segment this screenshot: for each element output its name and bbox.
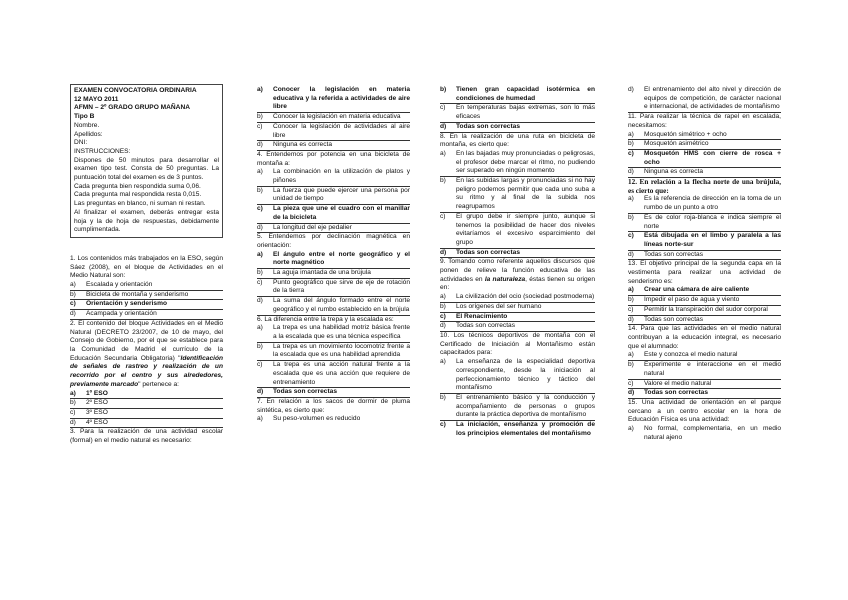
option-d[interactable]: d) Todas son correctas [628, 316, 781, 326]
option-a[interactable]: a) Mosquetón simétrico + ocho [628, 131, 781, 141]
option-a[interactable]: a) El ángulo entre el norte geográfico y el norte magnético [257, 251, 410, 269]
column-4 [628, 86, 781, 442]
question-1 [70, 255, 223, 320]
option-a[interactable]: a) Este y conozca el medio natural [628, 351, 781, 361]
option-c[interactable]: c) En temperaturas bajas extremas, son lo más eficaces [440, 104, 595, 122]
option-c[interactable]: c) La trepa es una acción natural frente a la escalada que es una acción que requiere de entrenamiento [257, 361, 410, 388]
name-field[interactable]: Nombre. [74, 121, 100, 129]
option-c[interactable]: c) La iniciación, enseñanza y promoción de los principios elementales del montañismo [440, 421, 595, 437]
instructions-5: Al finalizar el examen, deberás entregar esta hoja y la de hoja de respuestas, debidamente cumplimentada. [74, 208, 219, 234]
question-8 [440, 133, 595, 259]
option-b[interactable]: b) Conocer la legislación en materia educativa [257, 113, 410, 123]
option-c[interactable]: c) Permitir la transpiración del sudor corporal [628, 306, 781, 316]
option-a[interactable]: a) La civilización del ocio (sociedad postmoderna) [440, 293, 595, 303]
option-a[interactable]: a) 1º ESO [70, 390, 223, 400]
exam-type: Tipo B [74, 113, 95, 121]
question-9 [440, 258, 595, 332]
option-c[interactable]: c) La pieza que une el cuadro con el manillar de la bicicleta [257, 205, 410, 223]
option-b[interactable]: b) El entrenamiento básico y la conducción y acompañamiento de personas o grupos durante la práctica deportiva de montañismo [440, 394, 595, 421]
option-b[interactable]: b) La aguja imantada de una brújula [257, 269, 410, 279]
option-a[interactable]: a) Conocer la legislación en materia educativa y la referida a actividades de aire libre [257, 86, 410, 113]
question-10 [440, 332, 595, 438]
option-b[interactable]: b) Bicicleta de montaña y senderismo [70, 291, 223, 301]
option-c[interactable]: c) El grupo debe ir siempre junto, aunque si tenemos la posibilidad de hacer dos niveles evitaríamos el excesivo esparcimiento del grupo [440, 213, 595, 249]
exam-header-box [70, 84, 223, 238]
option-d[interactable]: d) Todas son correctas [440, 249, 595, 259]
question-text: 7. En relación a los sacos de dormir de pluma sintética, es cierto que: [257, 397, 410, 414]
instructions-2: Cada pregunta bien respondida suma 0,06. [74, 182, 201, 190]
question-text: 6. La diferencia entre la trepa y la escalada es: [257, 315, 394, 323]
instructions-3: Cada pregunta mal respondida resta 0,015. [74, 191, 202, 199]
option-b[interactable]: b) Es de color roja-blanca e indica siempre el norte [628, 214, 781, 232]
option-a[interactable]: a) La enseñanza de la especialidad deportiva correspondiente, desde la iniciación al perfeccionamiento técnico y táctico del montañismo [440, 358, 595, 394]
question-text: 10. Los técnicos deportivos de montaña con el Certificado de Iniciación al Montañismo están capacitados para: [440, 331, 595, 357]
instructions-4: Las preguntas en blanco, ni suman ni restan. [74, 200, 206, 208]
option-a[interactable]: a) Su peso-volumen es reducido [257, 415, 361, 423]
question-text: 13. El objetivo principal de la segunda capa en la vestimenta para realizar una actividad de senderismo es: [628, 260, 781, 285]
option-c[interactable]: c) Mosquetón HMS con cierre de rosca + ocho [628, 150, 781, 168]
option-d[interactable]: d) Todas son correctas [628, 389, 781, 399]
instructions-title: INSTRUCCIONES: [74, 147, 131, 155]
option-b[interactable]: b) Los orígenes del ser humano [440, 303, 595, 313]
dni-field[interactable]: DNI: [74, 139, 88, 147]
question-text: 9. Tomando como referente aquellos discursos que ponen de relieve la función educativa de las actividades en la naturaleza, éstas tienen su origen en: [440, 258, 595, 292]
column-1 [70, 84, 223, 446]
question-11 [628, 113, 781, 178]
column-3 [440, 86, 595, 438]
option-d[interactable]: d) Todas son correctas [628, 251, 781, 261]
option-d[interactable]: d) Todas son correctas [440, 322, 595, 332]
option-a[interactable]: a) La combinación en la utilización de platos y piñones [257, 168, 410, 186]
column-2 [257, 86, 410, 424]
question-6 [257, 316, 410, 398]
surname-field[interactable]: Apellidos: [74, 130, 103, 138]
exam-title: EXAMEN CONVOCATORIA ORDINARIA [74, 87, 197, 94]
question-text: 8. En la realización de una ruta en bicicleta de montaña, es cierto que: [440, 132, 595, 149]
option-d[interactable]: d) Ninguna es correcta [257, 141, 410, 151]
option-b[interactable]: b) La trepa es un movimiento locomotriz frente a la escalada que es una habilidad aprendida [257, 343, 410, 361]
option-c[interactable]: c) Está dibujada en el limbo y paralela a las líneas norte-sur [628, 232, 781, 250]
option-d[interactable]: d) Todas son correctas [257, 388, 410, 398]
question-text: 3. Para la realización de una actividad escolar (formal) en el medio natural es necesario: [70, 428, 223, 445]
question-7-stem [257, 398, 410, 424]
option-c[interactable]: c) Punto geográfico que sirve de eje de rotación de la tierra [257, 279, 410, 297]
option-c[interactable]: c) Conocer la legislación de actividades al aire libre [257, 123, 410, 141]
question-text: 15. Una actividad de orientación en el parque cercano a un centro escolar en la hora de Educación Física es una actividad: [628, 398, 781, 424]
option-d[interactable]: d) Todas son correctas [440, 123, 595, 133]
option-b[interactable]: b) Experimente e interaccione en el medio natural [628, 361, 781, 379]
option-d[interactable]: d) La suma del ángulo formado entre el norte geográfico y el rumbo establecido en la brújula [257, 297, 410, 315]
option-d[interactable]: d) 4º ESO [70, 419, 223, 429]
option-a[interactable]: a) Crear una cámara de aire caliente [628, 286, 781, 296]
option-c[interactable]: c) 3º ESO [70, 409, 223, 419]
option-b[interactable]: b) En las subidas largas y pronunciadas si no hay peligro podemos permitir que cada uno suba a su ritmo y al final de la subida nos reagrupamos [440, 177, 595, 213]
option-a[interactable]: a) En las bajadas muy pronunciadas o peligrosas, el profesor debe marcar el ritmo, no pudiendo ser superado en ningún momento [440, 150, 595, 177]
question-12 [628, 178, 781, 260]
option-d[interactable]: d) El entrenamiento del alto nivel y dirección de equipos de competición, de carácter nacional e internacional, de actividades de montañismo [628, 86, 781, 113]
question-text: 4. Entendemos por potencia en una bicicleta de montaña a: [257, 150, 410, 167]
option-a[interactable]: a) La trepa es una habilidad motriz básica frente a la escalada que es una técnica específica [257, 324, 410, 342]
option-b[interactable]: b) Mosquetón asimétrico [628, 140, 781, 150]
question-text: 11. Para realizar la técnica de rapel en escalada, necesitamos: [628, 113, 781, 129]
question-5 [257, 233, 410, 315]
option-a[interactable]: a) No formal, complementaria, en un medio natural ajeno [628, 425, 781, 441]
question-2 [70, 320, 223, 428]
question-text: 12. En relación a la flecha norte de una brújula, es cierto que: [628, 178, 781, 195]
question-4 [257, 151, 410, 233]
question-7-options [440, 86, 595, 133]
option-c[interactable]: c) Valore el medio natural [628, 380, 781, 390]
instructions-1: Dispones de 50 minutos para desarrollar el examen tipo test. Consta de 50 preguntas. La puntuación total del examen es de 3 puntos. [74, 156, 219, 182]
option-b[interactable]: b) 2º ESO [70, 399, 223, 409]
option-d[interactable]: d) La longitud del eje pedalier [257, 224, 410, 234]
exam-group: AFMN – 2º GRADO GRUPO MAÑANA [74, 104, 190, 112]
question-14 [628, 325, 781, 399]
question-10-option-d [628, 86, 781, 113]
option-d[interactable]: d) Ninguna es correcta [628, 168, 781, 178]
question-text: 1. Los contenidos más trabajados en la ESO, según Sáez (2008), en el bloque de Actividades en el Medio Natural son: [70, 254, 223, 280]
option-b[interactable]: b) Impedir el paso de agua y viento [628, 296, 781, 306]
question-text: 5. Entendemos por declinación magnética en orientación: [257, 233, 410, 249]
question-3-stem [70, 428, 223, 445]
question-3-options [257, 86, 410, 151]
option-a[interactable]: a) Escalada y orientación [70, 281, 223, 291]
option-b[interactable]: b) La fuerza que puede ejercer una persona por unidad de tiempo [257, 187, 410, 205]
question-text: 2. El contenido del bloque Actividades en el Medio Natural (DECRETO 23/2007, de 10 de mayo, del Consejo de Gobierno, por el que se establece para la Comunidad de Madrid el currículo de la Educación Secundaria Obligatoria) "Identificación de señales de rastreo y realización de un recorrido por el centro y sus alrededores, previamente marcado" pertenece a: [70, 319, 223, 388]
option-c[interactable]: c) Orientación y senderismo [70, 300, 223, 310]
option-c[interactable]: c) El Renacimiento [440, 313, 595, 323]
question-text: 14. Para que las actividades en el medio natural contribuyan a la educación integral, es necesario que el alumnado: [628, 325, 781, 350]
option-d[interactable]: d) Acampada y orientación [70, 310, 223, 320]
exam-date: 12 MAYO 2011 [74, 95, 119, 103]
question-15 [628, 399, 781, 443]
option-b[interactable]: b) Tienen gran capacidad isotérmica en condiciones de humedad [440, 86, 595, 104]
option-a[interactable]: a) Es la referencia de dirección en la toma de un rumbo de un punto a otro [628, 195, 781, 213]
question-13 [628, 260, 781, 325]
